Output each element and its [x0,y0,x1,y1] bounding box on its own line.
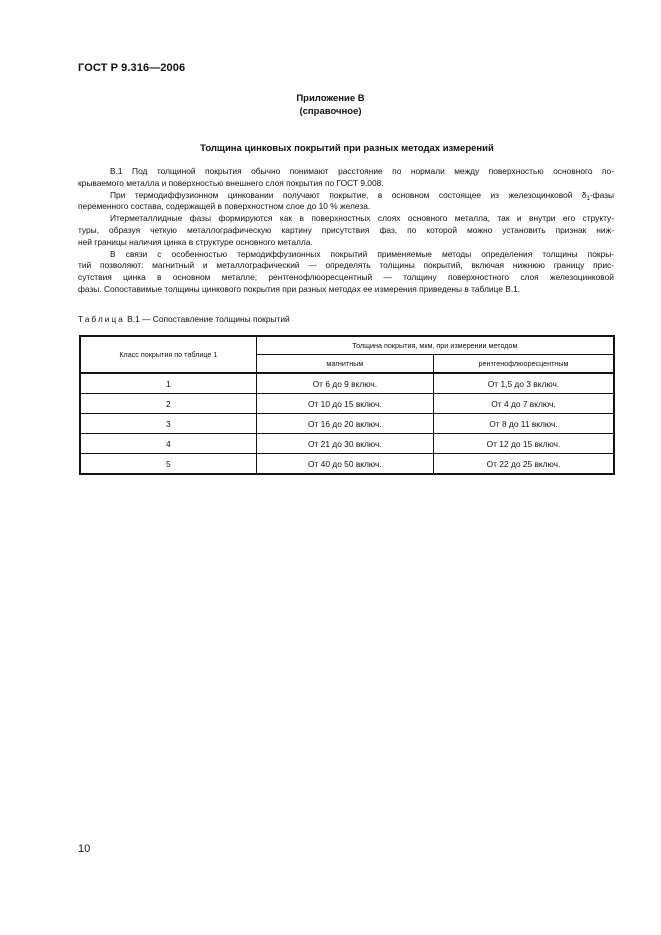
table-caption [78,314,290,324]
cell-class: 3 [80,414,256,434]
paragraph-line: Итерметаллидные фазы формируются как в поверхностных слоях основного металла, так и внутри его структу- [110,213,614,224]
cell-xray: От 22 до 25 включ. [433,454,614,475]
cell-class: 1 [80,373,256,394]
table-row [80,414,614,434]
thickness-table [79,335,615,475]
cell-magnetic: От 40 до 50 включ. [256,454,433,475]
delta-subscript: 1 [586,195,590,202]
table-row [80,373,614,394]
cell-magnetic: От 6 до 9 включ. [256,373,433,394]
paragraph-line: тий позволяют: магнитный и металлографический — определять толщины покрытий, включая нижнюю границу прис- [78,260,614,271]
paragraph-line: ней границы наличия цинка в структуре основного металла. [78,236,313,247]
table-caption-label: Таблица [78,314,125,324]
paragraph-line: В связи с особенностью термодиффузионных покрытий применяемые методы определения толщины покры- [110,248,614,259]
table-caption-text: В.1 — Сопоставление толщины покрытий [127,314,290,324]
paragraph-line-part: -фазы [589,189,614,200]
paragraph-line: переменного состава, содержащей в поверхностном слое до 10 % железа. [78,201,371,212]
column-header-class: Класс покрытия по таблице 1 [80,336,256,373]
column-group-header: Толщина покрытия, мкм, при измерении методом [256,336,614,355]
cell-magnetic: От 21 до 30 включ. [256,434,433,454]
column-header-xray: рентгенофлюоресцентным [433,355,614,374]
annex-subtitle: (справочное) [299,106,362,117]
paragraph-methods [78,249,614,296]
paragraph-b1 [78,166,614,190]
paragraph-thermodiffusion [78,190,614,214]
paragraph-line: сутствия цинка в основном металле; рентгенофлюоресцентный — толщину поверхностного слоя железоцинковой [78,272,614,283]
cell-xray: От 1,5 до 3 включ. [433,373,614,394]
cell-magnetic: От 10 до 15 включ. [256,394,433,414]
page-number: 10 [78,843,91,855]
paragraph-line: В.1 Под толщиной покрытия обычно понимают расстояние по нормали между поверхностью основного по- [110,166,614,176]
paragraph-line: крываемого металла и поверхностью внешнего слоя покрытия по ГОСТ 9.008. [78,177,384,188]
cell-xray: От 4 до 7 включ. [433,394,614,414]
cell-magnetic: От 16 до 20 включ. [256,414,433,434]
paragraph-line-part: При термодиффузионном цинковании получают покрытие, в основном состоящее из железоцинковой δ [110,189,587,200]
paragraph-intermetallic [78,213,614,248]
cell-class: 4 [80,434,256,454]
section-heading: Толщина цинковых покрытий при разных методах измерений [200,143,494,154]
annex-title: Приложение В [296,93,365,104]
paragraph-line: фазы. Сопоставимые толщины цинкового покрытия при разных методах ее измерения приведены в таблице В.1. [78,283,521,294]
body-text [78,166,614,296]
document-code: ГОСТ Р 9.316—2006 [78,62,186,74]
table-row [80,434,614,454]
cell-xray: От 12 до 15 включ. [433,434,614,454]
cell-xray: От 8 до 11 включ. [433,414,614,434]
table-row [80,454,614,475]
column-header-magnetic: магнитным [256,355,433,374]
cell-class: 2 [80,394,256,414]
table-row [80,394,614,414]
cell-class: 5 [80,454,256,475]
paragraph-line [78,190,614,202]
paragraph-line: туры, образуя четкую металлографическую картину присутствия фаз, по которой можно установить признак ниж- [78,224,614,235]
